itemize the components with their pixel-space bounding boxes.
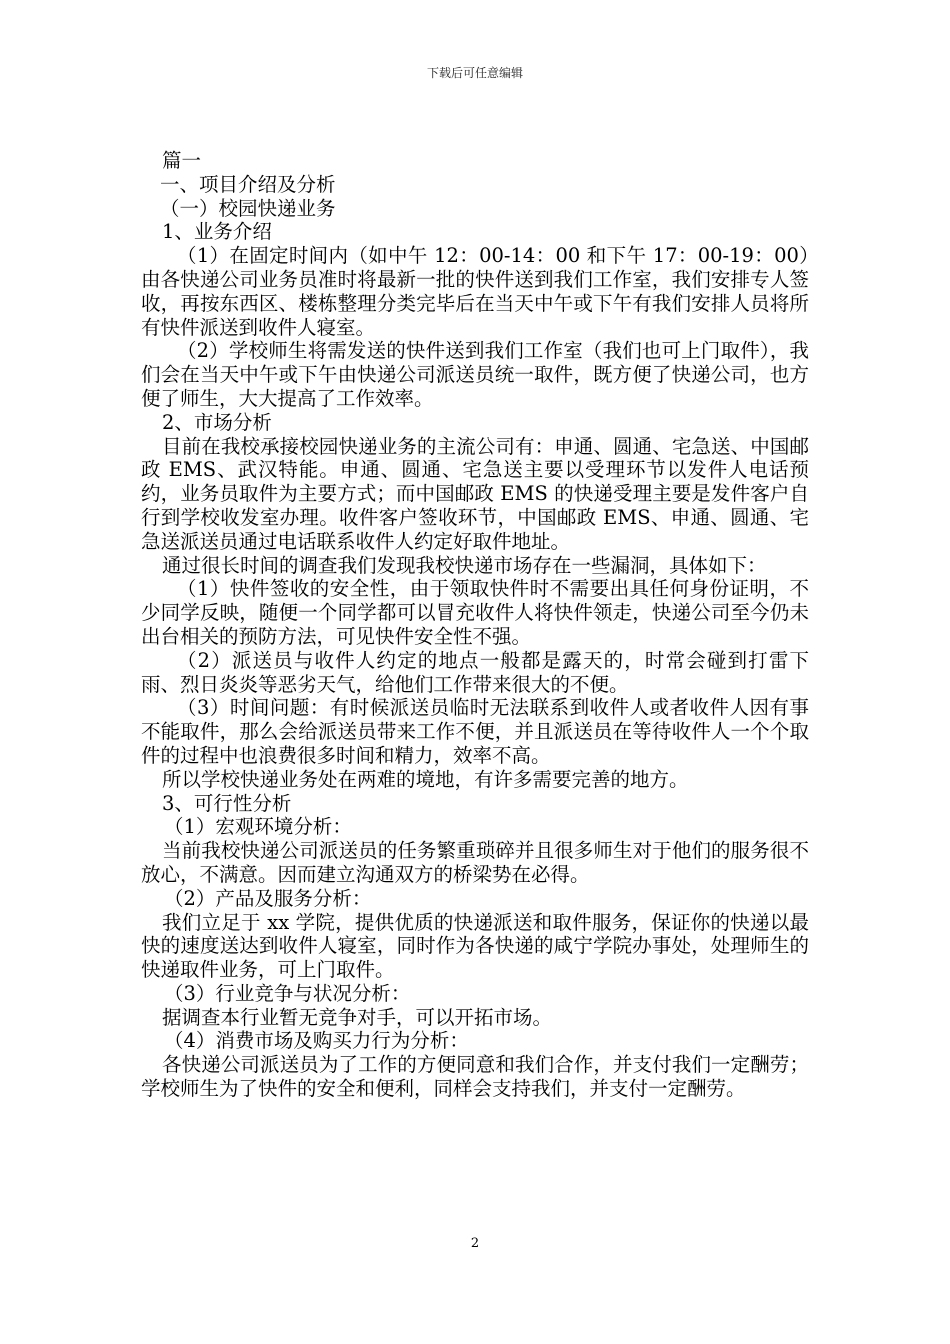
document-body — [141, 149, 809, 1101]
list-heading: （4）消费市场及购买力行为分析： — [164, 1029, 469, 1053]
section-label: 篇一 — [162, 149, 202, 172]
paragraph: 通过很长时间的调查我们发现我校快递市场存在一些漏洞，具体如下： — [162, 553, 767, 577]
paragraph: 我们立足于 xx 学院，提供优质的快递派送和取件服务，保证你的快递以最快的速度送达到收件人寝室，同时作为各快递的咸宁学院办事处，处理师生的快递取件业务，可上门取件。 — [141, 910, 809, 982]
subsection-heading: （一）校园快递业务 — [160, 196, 336, 220]
paragraph: （3）时间问题：有时候派送员临时无法联系到收件人或者收件人因有事不能取件，那么会给派送员带来工作不便，并且派送员在等待收件人一个个取件的过程中也浪费很多时间和精力，效率不高。 — [141, 696, 809, 767]
page-header: 下载后可任意编辑 — [426, 66, 523, 80]
list-heading: （3）行业竞争与状况分析： — [164, 981, 411, 1005]
subsection-title: 3、可行性分析 — [162, 791, 292, 815]
paragraph: （2）派送员与收件人约定的地点一般都是露天的，时常会碰到打雷下雨、烈日炎炎等恶劣天气，给他们工作带来很大的不便。 — [141, 648, 809, 696]
paragraph: 当前我校快递公司派送员的任务繁重琐碎并且很多师生对于他们的服务很不放心，不满意。因而建立沟通双方的桥梁势在必得。 — [141, 839, 809, 886]
paragraph: 各快递公司派送员为了工作的方便同意和我们合作，并支付我们一定酬劳；学校师生为了快件的安全和便利，同样会支持我们，并支付一定酬劳。 — [141, 1053, 809, 1101]
page-number: 2 — [470, 1236, 480, 1251]
paragraph: （1）快件签收的安全性，由于领取快件时不需要出具任何身份证明，不少同学反映，随便一个同学都可以冒充收件人将快件领走，快递公司至今仍未出台相关的预防方法，可见快件安全性不强。 — [141, 577, 809, 648]
paragraph: （2）学校师生将需发送的快件送到我们工作室（我们也可上门取件），我们会在当天中午或下午由快递公司派送员统一取件，既方便了快递公司，也方便了师生，大大提高了工作效率。 — [141, 339, 809, 410]
list-heading: （2）产品及服务分析： — [164, 886, 372, 910]
subsection-title: 1、业务介绍 — [162, 220, 272, 244]
subsection-title: 2、市场分析 — [162, 410, 272, 434]
list-heading: （1）宏观环境分析： — [164, 815, 352, 839]
paragraph: 所以学校快递业务处在两难的境地，有许多需要完善的地方。 — [162, 767, 689, 791]
paragraph: 据调查本行业暂无竞争对手，可以开拓市场。 — [162, 1005, 553, 1029]
paragraph: （1）在固定时间内（如中午 12：00-14：00 和下午 17：00-19：00）由各快递公司业务员准时将最新一批的快件送到我们工作室，我们安排专人签收，再按东西区、楼栋整理分类完毕后在当天中午或下午有我们安排人员将所有快件派送到收件人寝室。 — [141, 244, 809, 339]
paragraph: 目前在我校承接校园快递业务的主流公司有：申通、圆通、宅急送、中国邮政 EMS、武汉特能。申通、圆通、宅急送主要以受理环节以发件人电话预约，业务员取件为主要方式；而中国邮政 EMS 的快递受理主要是发件客户自行到学校收发室办理。收件客户签收环节，中国邮政 EMS、申通、圆通、宅急送派送员通过电话联系收件人约定好取件地址。 — [141, 434, 809, 553]
section-heading: 一、项目介绍及分析 — [160, 172, 336, 196]
